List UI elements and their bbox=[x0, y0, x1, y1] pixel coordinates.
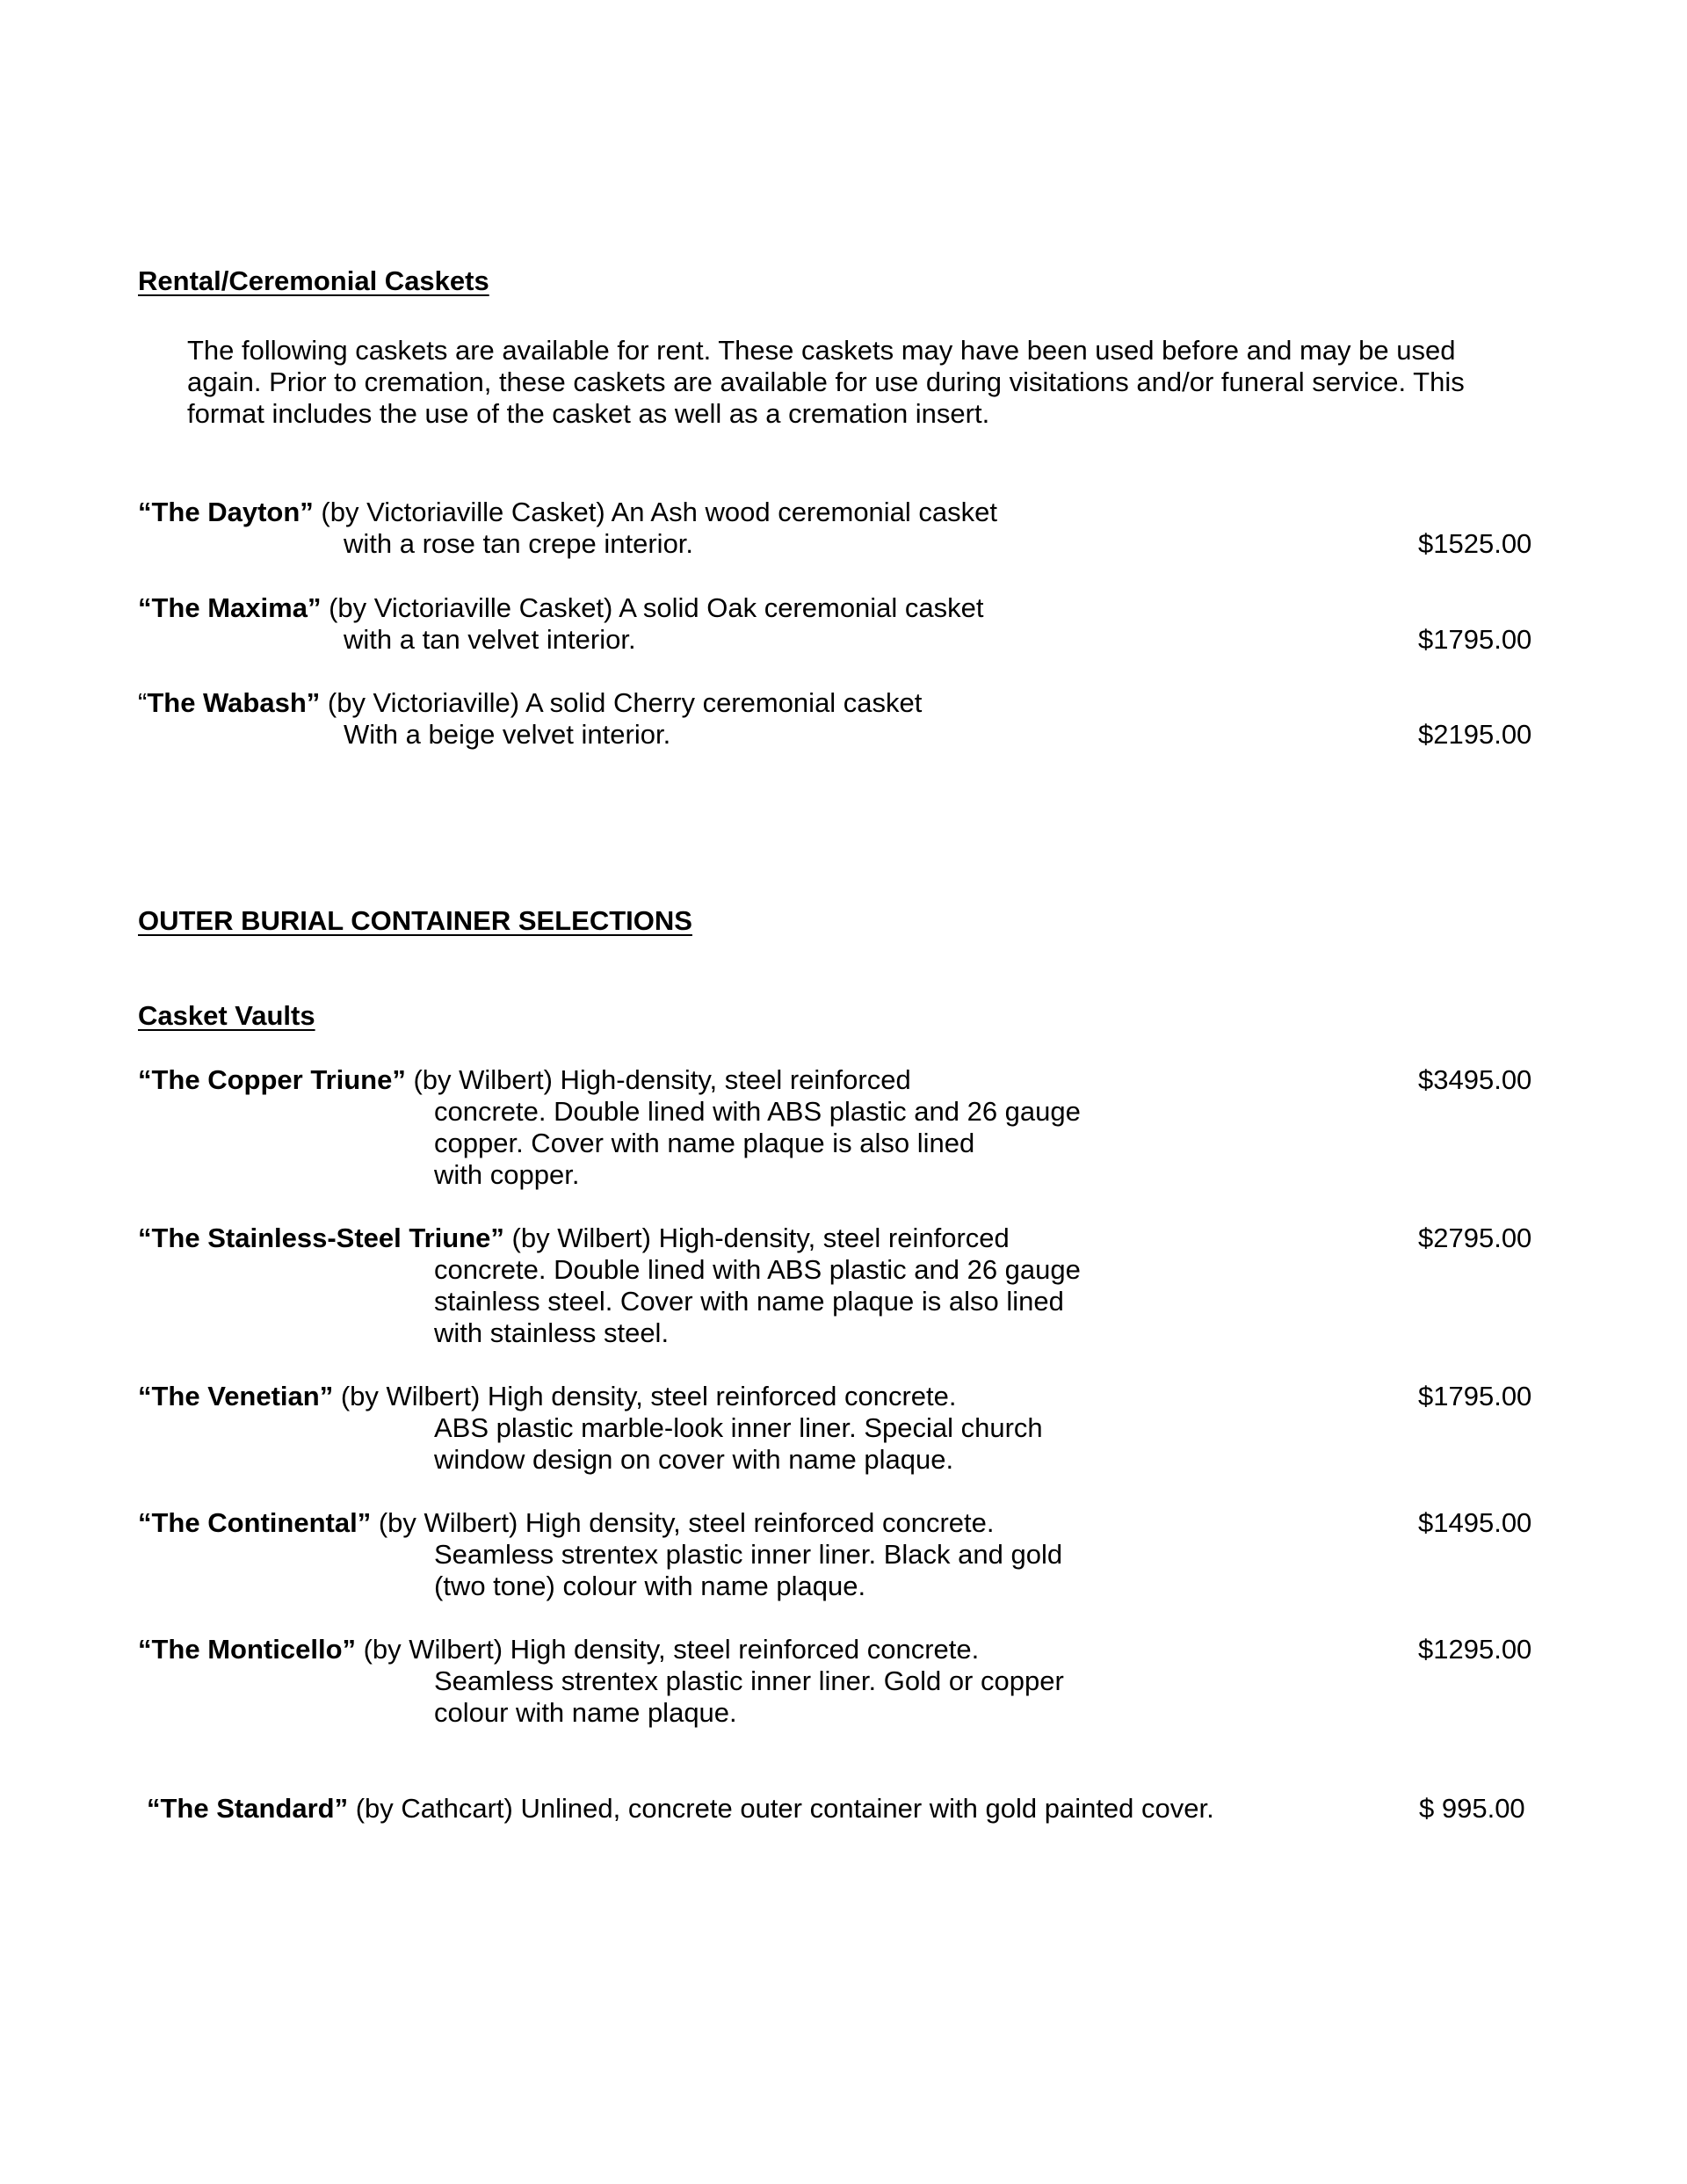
rental-caskets-heading: Rental/Ceremonial Caskets bbox=[138, 265, 489, 296]
item-description-line: with copper. bbox=[434, 1159, 580, 1190]
item-price: $1495.00 bbox=[1418, 1507, 1532, 1538]
item-price: $3495.00 bbox=[1418, 1064, 1532, 1095]
item-description-line: concrete. Double lined with ABS plastic and 26 gauge bbox=[434, 1096, 1081, 1127]
item-name: “The Maxima” bbox=[138, 592, 322, 623]
casket-vaults-heading: Casket Vaults bbox=[138, 1000, 315, 1031]
item-description-line: Seamless strentex plastic inner liner. Black and gold bbox=[434, 1539, 1063, 1570]
item-description-line: (two tone) colour with name plaque. bbox=[434, 1571, 866, 1601]
item-description-line: ABS plastic marble-look inner liner. Special church bbox=[434, 1412, 1043, 1443]
vault-item-copper-triune bbox=[138, 1064, 1544, 1191]
intro-line: again. Prior to cremation, these caskets are available for use during visitations and/or funeral service. This bbox=[187, 366, 1465, 397]
item-price: $1525.00 bbox=[1418, 528, 1532, 559]
item-description: (by Victoriaville) A solid Cherry ceremonial casket bbox=[320, 687, 923, 718]
item-price: $ 995.00 bbox=[1419, 1793, 1525, 1824]
item-description-line: copper. Cover with name plaque is also lined bbox=[434, 1128, 975, 1158]
item-description-line: window design on cover with name plaque. bbox=[434, 1444, 954, 1475]
casket-item-wabash bbox=[138, 687, 1544, 751]
item-description: (by Wilbert) High-density, steel reinforced bbox=[405, 1064, 911, 1095]
casket-item-maxima bbox=[138, 592, 1544, 656]
item-name: “The Monticello” bbox=[138, 1634, 356, 1665]
item-description-line: concrete. Double lined with ABS plastic and 26 gauge bbox=[434, 1254, 1081, 1285]
vault-item-stainless-triune bbox=[138, 1223, 1544, 1349]
item-name: “The Continental” bbox=[138, 1507, 372, 1538]
intro-line: format includes the use of the casket as well as a cremation insert. bbox=[187, 398, 990, 429]
item-name: “The Venetian” bbox=[138, 1381, 334, 1411]
item-description-line: With a beige velvet interior. bbox=[344, 719, 671, 750]
intro-line: The following caskets are available for rent. These caskets may have been used before and may be used bbox=[187, 335, 1456, 366]
item-description-line: with a tan velvet interior. bbox=[344, 624, 636, 655]
vault-item-monticello bbox=[138, 1634, 1544, 1729]
item-description: (by Wilbert) High density, steel reinforced concrete. bbox=[356, 1634, 980, 1665]
item-description: (by Wilbert) High-density, steel reinforced bbox=[503, 1223, 1010, 1253]
item-price: $2195.00 bbox=[1418, 719, 1532, 750]
item-description: (by Victoriaville Casket) A solid Oak ceremonial casket bbox=[321, 592, 984, 623]
item-name: The Wabash” bbox=[147, 687, 321, 718]
vault-item-continental bbox=[138, 1507, 1544, 1602]
outer-burial-heading: OUTER BURIAL CONTAINER SELECTIONS bbox=[138, 905, 692, 936]
item-description: (by Cathcart) Unlined, concrete outer container with gold painted cover. bbox=[348, 1793, 1214, 1824]
item-name: “The Standard” bbox=[147, 1793, 349, 1824]
casket-item-dayton bbox=[138, 497, 1544, 560]
item-description-line: with stainless steel. bbox=[434, 1317, 670, 1348]
item-description-line: colour with name plaque. bbox=[434, 1697, 737, 1728]
item-description: (by Wilbert) High density, steel reinforced concrete. bbox=[333, 1381, 957, 1411]
item-price: $1795.00 bbox=[1418, 1381, 1532, 1411]
vault-item-venetian bbox=[138, 1381, 1544, 1476]
rental-intro-paragraph bbox=[187, 335, 1540, 430]
vault-item-standard bbox=[147, 1793, 1553, 1825]
item-name-prefix: “ bbox=[138, 687, 148, 718]
item-name: “The Copper Triune” bbox=[138, 1064, 406, 1095]
item-name: “The Stainless-Steel Triune” bbox=[138, 1223, 504, 1253]
item-price: $1795.00 bbox=[1418, 624, 1532, 655]
item-description: (by Wilbert) High density, steel reinforced concrete. bbox=[371, 1507, 995, 1538]
item-description-line: with a rose tan crepe interior. bbox=[344, 528, 694, 559]
item-description: (by Victoriaville Casket) An Ash wood ceremonial casket bbox=[313, 497, 998, 527]
item-name: “The Dayton” bbox=[138, 497, 314, 527]
item-description-line: Seamless strentex plastic inner liner. Gold or copper bbox=[434, 1665, 1064, 1696]
item-price: $2795.00 bbox=[1418, 1223, 1532, 1253]
item-description-line: stainless steel. Cover with name plaque is also lined bbox=[434, 1286, 1064, 1317]
item-price: $1295.00 bbox=[1418, 1634, 1532, 1665]
